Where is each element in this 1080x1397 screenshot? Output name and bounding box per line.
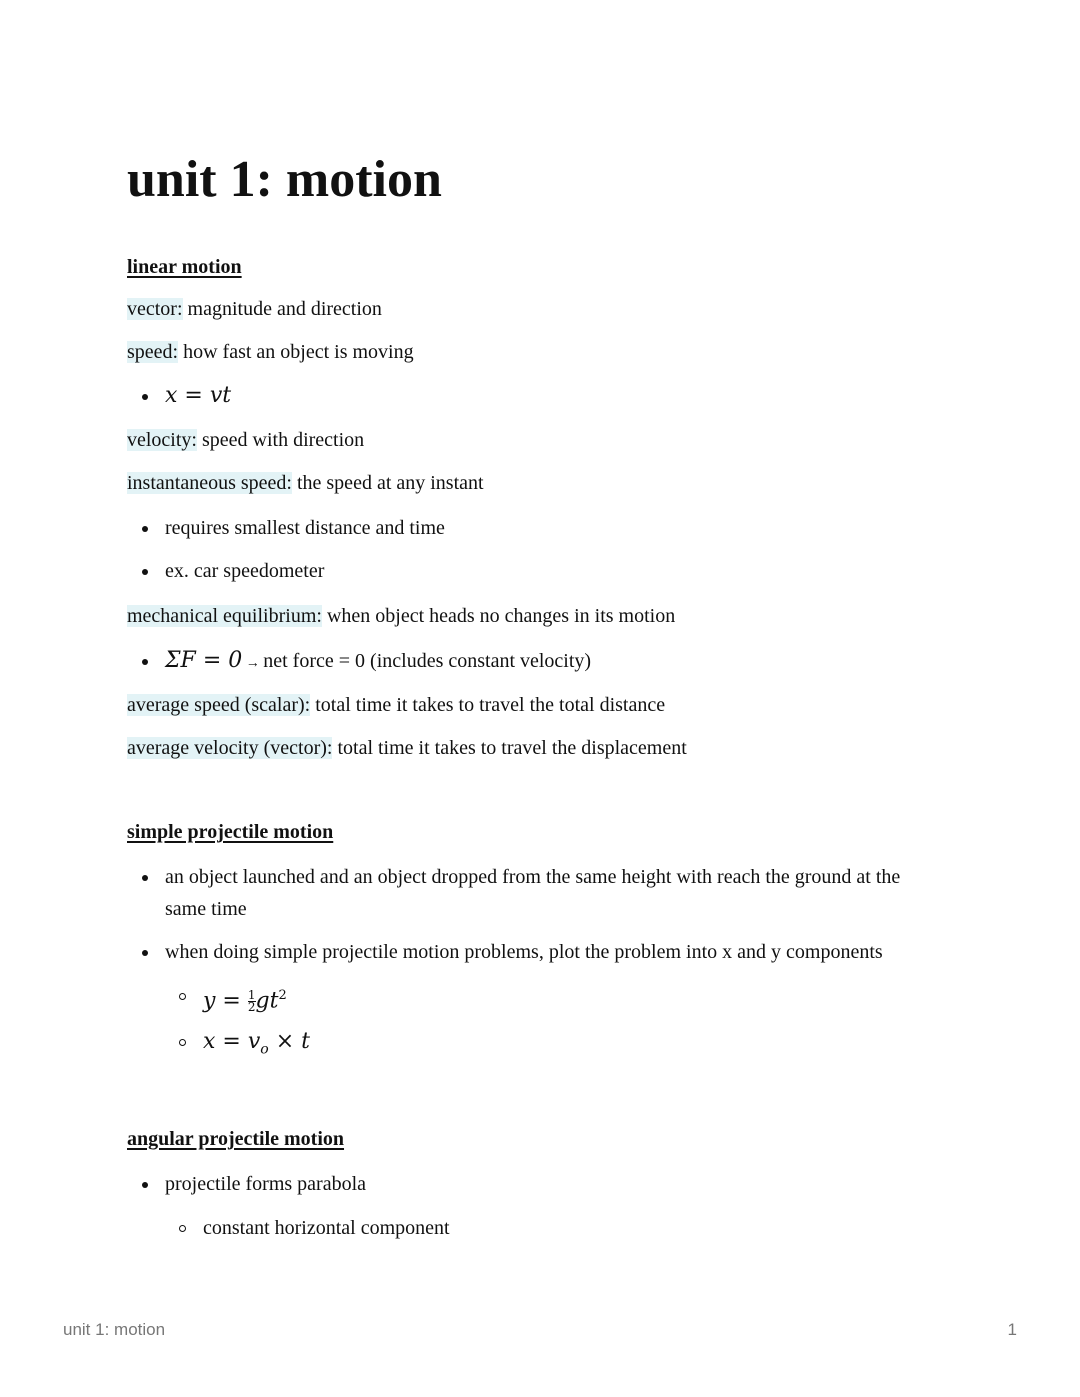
- note: net force = 0 (includes constant velocity): [263, 650, 592, 672]
- definition: when object heads no changes in its motion: [321, 605, 676, 627]
- term: speed:: [127, 341, 179, 363]
- exponent: 2: [278, 988, 287, 1003]
- formula: ΣF = 0: [165, 648, 243, 673]
- footer-title: unit 1: motion: [63, 1320, 166, 1339]
- definition: speed with direction: [196, 429, 365, 451]
- list-item: constant horizontal component: [203, 1217, 450, 1239]
- definition: how fast an object is moving: [178, 341, 414, 363]
- formula-y: [203, 984, 287, 1013]
- definition: magnitude and direction: [182, 298, 382, 320]
- list-item: an object launched and an object dropped from the same height with reach the ground at the: [165, 866, 901, 888]
- page-title: unit 1: motion: [127, 151, 442, 208]
- list-item-continuation: same time: [165, 898, 247, 920]
- term: velocity:: [127, 429, 197, 451]
- list-item: when doing simple projectile motion problems, plot the problem into x and y components: [165, 941, 883, 963]
- list-item: projectile forms parabola: [165, 1173, 367, 1195]
- definition-velocity: [127, 428, 364, 452]
- subscript: o: [260, 1041, 269, 1058]
- list-item: ex. car speedometer: [165, 560, 325, 582]
- list-item: [165, 649, 591, 676]
- list-item: requires smallest distance and time: [165, 517, 445, 539]
- definition-vector: [127, 297, 382, 321]
- formula-rhs: gt: [255, 988, 279, 1014]
- formula-lhs: y =: [203, 988, 248, 1014]
- arrow-icon: →: [242, 656, 264, 671]
- formula-rhs: × t: [268, 1029, 310, 1054]
- denominator: 2: [247, 999, 256, 1014]
- numerator: 1: [247, 987, 256, 1002]
- definition-mechanical-equilibrium: [127, 604, 675, 628]
- section-heading-angular-projectile: angular projectile motion: [127, 1128, 345, 1150]
- definition: the speed at any instant: [291, 472, 484, 494]
- term: instantaneous speed:: [127, 472, 292, 494]
- fraction: [247, 987, 256, 1014]
- formula-speed: x = vt: [165, 383, 232, 408]
- definition-instantaneous-speed: [127, 471, 484, 495]
- formula-x: [203, 1030, 310, 1061]
- section-heading-simple-projectile: simple projectile motion: [127, 821, 334, 843]
- term: average speed (scalar):: [127, 694, 311, 716]
- definition-average-speed: [127, 693, 665, 717]
- page-number: 1: [1007, 1320, 1017, 1339]
- definition: total time it takes to travel the displacement: [332, 737, 687, 759]
- section-heading-linear-motion: linear motion: [127, 256, 242, 278]
- formula-lhs: x = v: [203, 1029, 261, 1054]
- term: average velocity (vector):: [127, 737, 333, 759]
- definition-average-velocity: [127, 736, 687, 760]
- definition-speed: [127, 340, 414, 364]
- term: vector:: [127, 298, 183, 320]
- term: mechanical equilibrium:: [127, 605, 322, 627]
- definition: total time it takes to travel the total distance: [310, 694, 666, 716]
